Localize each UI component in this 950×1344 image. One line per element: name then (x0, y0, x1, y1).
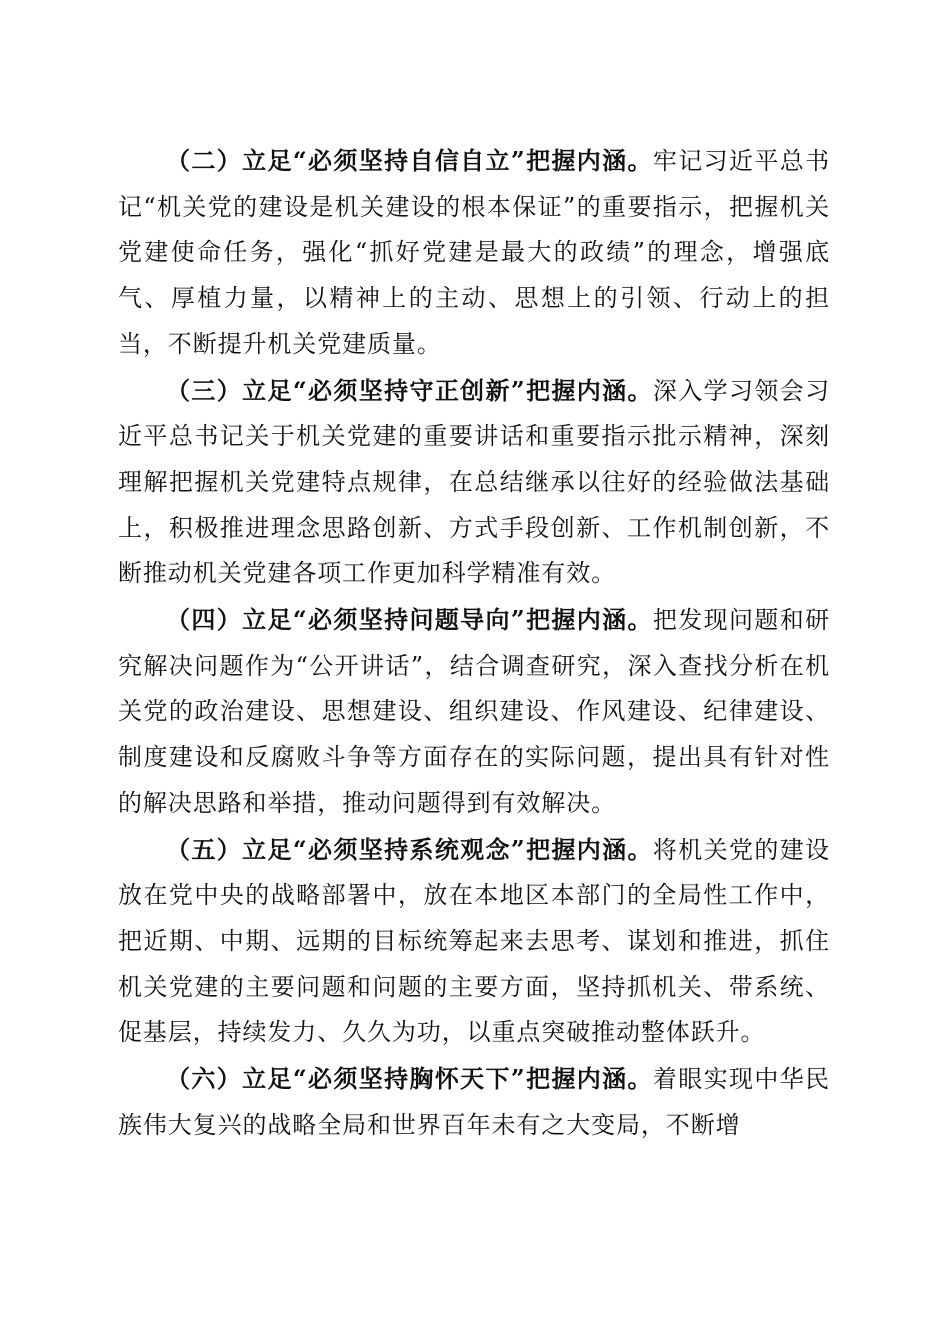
paragraph-heading: （三）立足“必须坚持守正创新”把握内涵。 (166, 375, 653, 405)
paragraph-text: 把发现问题和研究解决问题作为“公开讲话”，结合调查研究，深入查找分析在机关党的政治建设、思想建设、组织建设、作风建设、纪律建设、制度建设和反腐败斗争等方面存在的实际问题，提出具有针对性的解决思路和举措，推动问题得到有效解决。 (118, 606, 830, 817)
paragraph-6 (118, 1056, 830, 1148)
paragraph-heading: （四）立足“必须坚持问题导向”把握内涵。 (166, 605, 653, 635)
paragraph-heading: （二）立足“必须坚持自信自立”把握内涵。 (166, 146, 653, 175)
paragraph-2 (118, 138, 830, 368)
paragraph-5 (118, 827, 830, 1057)
paragraph-3 (118, 368, 830, 598)
document-body (118, 138, 830, 1148)
paragraph-4 (118, 597, 830, 827)
paragraph-heading: （六）立足“必须坚持胸怀天下”把握内涵。 (166, 1064, 653, 1094)
paragraph-text: 着眼实现中华民族伟大复兴的战略全局和世界百年未有之大变局，不断增 (118, 1065, 830, 1139)
paragraph-text: 深入学习领会习近平总书记关于机关党建的重要讲话和重要指示批示精神，深刻理解把握机关党建特点规律，在总结继承以往好的经验做法基础上，积极推进理念思路创新、方式手段创新、工作机制创新，不断推动机关党建各项工作更加科学精准有效。 (118, 376, 830, 588)
paragraph-heading: （五）立足“必须坚持系统观念”把握内涵。 (166, 834, 653, 864)
paragraph-text: 将机关党的建设放在党中央的战略部署中，放在本地区本部门的全局性工作中，把近期、中期、远期的目标统筹起来去思考、谋划和推进，抓住机关党建的主要问题和问题的主要方面，坚持抓机关、带系统、促基层，持续发力、久久为功，以重点突破推动整体跃升。 (118, 835, 830, 1047)
paragraph-text: 牢记习近平总书记“机关党的建设是机关建设的根本保证”的重要指示，把握机关党建使命任务，强化“抓好党建是最大的政绩”的理念，增强底气、厚植力量，以精神上的主动、思想上的引领、行动上的担当，不断提升机关党建质量。 (118, 147, 830, 358)
